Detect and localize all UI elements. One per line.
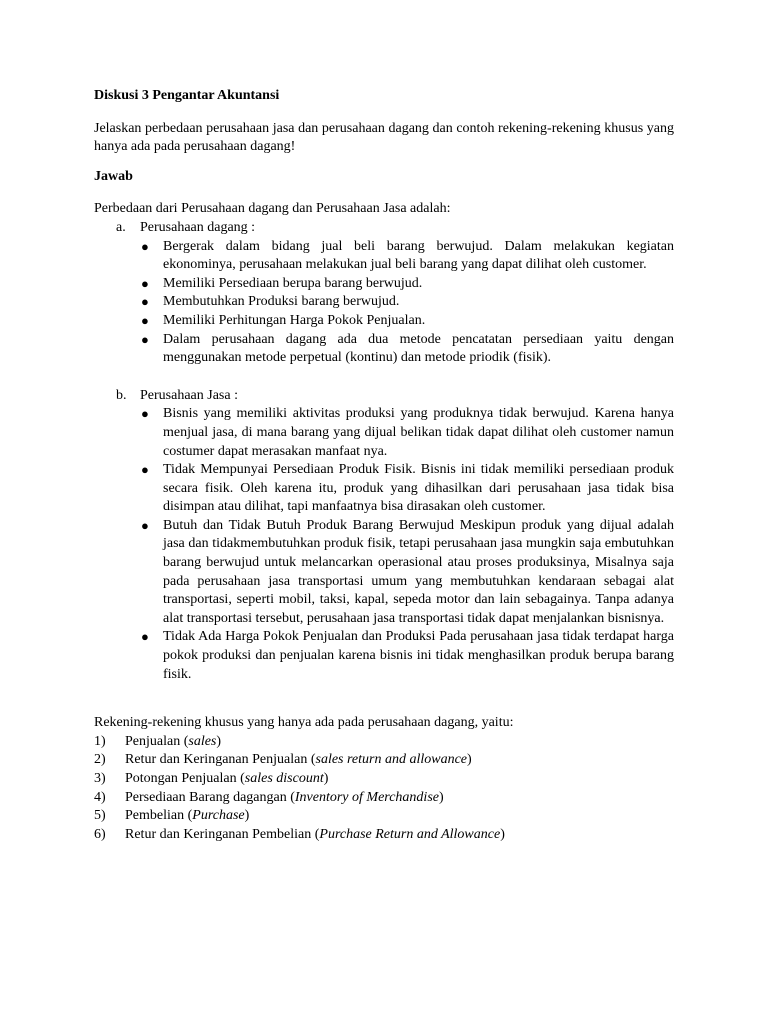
section-b-heading-text: Perusahaan Jasa : — [140, 387, 238, 403]
bullet-icon: ● — [141, 238, 149, 254]
list-item: ● Tidak Ada Harga Pokok Penjualan dan Produksi Pada perusahaan jasa tidak terdapat harga pokok produksi dan penjualan karena bisnis ini tidak menghasilkan produk berupa barang fisik. — [141, 629, 674, 682]
list-item: ● Dalam perusahaan dagang ada dua metode pencatatan persediaan yaitu dengan menggunakan metode perpetual (kontinu) dan metode priodik (fisik). — [141, 331, 674, 366]
section-a — [94, 219, 674, 368]
list-item: ● Bisnis yang memiliki aktivitas produksi yang produknya tidak berwujud. Karena hanya menjual jasa, di mana barang yang dijual belikan tidak dapat dilihat oleh customer namun costumer dapat merasakan manfaat nya. — [141, 406, 674, 459]
list-item: ● Tidak Mempunyai Persediaan Produk Fisik. Bisnis ini tidak memiliki persediaan produk secara fisik. Oleh karena itu, produk yang dihasilkan dari perusahaan jasa tidak bisa disimpan atau dilihat, tapi manfaatnya bisa dirasakan oleh customer. — [141, 462, 674, 515]
answer-label: Jawab — [94, 168, 133, 184]
accounts-intro: Rekening-rekening khusus yang hanya ada pada perusahaan dagang, yaitu: — [94, 715, 514, 731]
bullet-icon: ● — [141, 629, 149, 645]
section-a-marker: a. — [116, 219, 126, 235]
list-item: ● Butuh dan Tidak Butuh Produk Barang Berwujud Meskipun produk yang dijual adalah jasa dan tidakmembutuhkan produk fisik, tetapi perusahaan jasa mungkin saja embutuhkan barang berwujud untuk melancarkan operasional atau proses produksinya, Misalnya saja pada perusahaan jasa transportasi umum yang membutuhkan kendaraan sebagai alat transportasi, seperti mobil, taksi, kapal, sepeda motor dan lain sebagainya. Tanpa adanya alat transportasi tersebut, perusahaan jasa transportasi tidak dapat menjalankan bisnisnya. — [141, 517, 674, 626]
account-item: 6) Retur dan Keringanan Pembelian (Purchase Return and Allowance) — [94, 826, 505, 842]
list-item: ● Memiliki Perhitungan Harga Pokok Penjualan. — [94, 312, 674, 331]
account-item: 3) Potongan Penjualan (sales discount) — [94, 771, 329, 786]
bullet-icon: ● — [141, 462, 149, 478]
list-item: ● Bergerak dalam bidang jual beli barang berwujud. Dalam melakukan kegiatan ekonominya, perusahaan melakukan jual beli barang yang dapat dilihat oleh customer. — [141, 238, 674, 273]
list-item: ● Memiliki Persediaan berupa barang berwujud. — [94, 275, 674, 294]
spacer — [94, 684, 674, 714]
account-item: 4) Persediaan Barang dagangan (Inventory of Merchandise) — [94, 789, 444, 805]
intro-text: Perbedaan dari Perusahaan dagang dan Perusahaan Jasa adalah: — [94, 201, 451, 217]
section-a-heading-text: Perusahaan dagang : — [140, 219, 256, 235]
section-b-bullets — [94, 405, 674, 684]
section-a-bullets — [94, 238, 674, 368]
account-item: 2) Retur dan Keringanan Penjualan (sales return and allowance) — [94, 752, 472, 768]
section-b-heading — [94, 387, 674, 406]
section-b-marker: b. — [116, 387, 127, 403]
document-title: Diskusi 3 Pengantar Akuntansi — [94, 88, 280, 103]
bullet-icon: ● — [141, 331, 149, 347]
accounts-list — [94, 733, 674, 845]
document-content — [94, 87, 674, 844]
bullet-icon: ● — [141, 517, 149, 533]
account-item: 5) Pembelian (Purchase) — [94, 808, 250, 824]
account-item: 1) Penjualan (sales) — [94, 733, 222, 749]
list-item: ● Membutuhkan Produksi barang berwujud. — [94, 293, 674, 312]
question-text: Jelaskan perbedaan perusahaan jasa dan perusahaan dagang dan contoh rekening-rekening khusus yang hanya ada pada perusahaan dagang! — [94, 120, 674, 155]
bullet-icon: ● — [141, 294, 149, 310]
bullet-icon: ● — [141, 406, 149, 422]
section-a-heading — [94, 219, 674, 238]
section-b — [94, 387, 674, 685]
bullet-icon: ● — [141, 275, 149, 291]
bullet-icon: ● — [141, 312, 149, 328]
